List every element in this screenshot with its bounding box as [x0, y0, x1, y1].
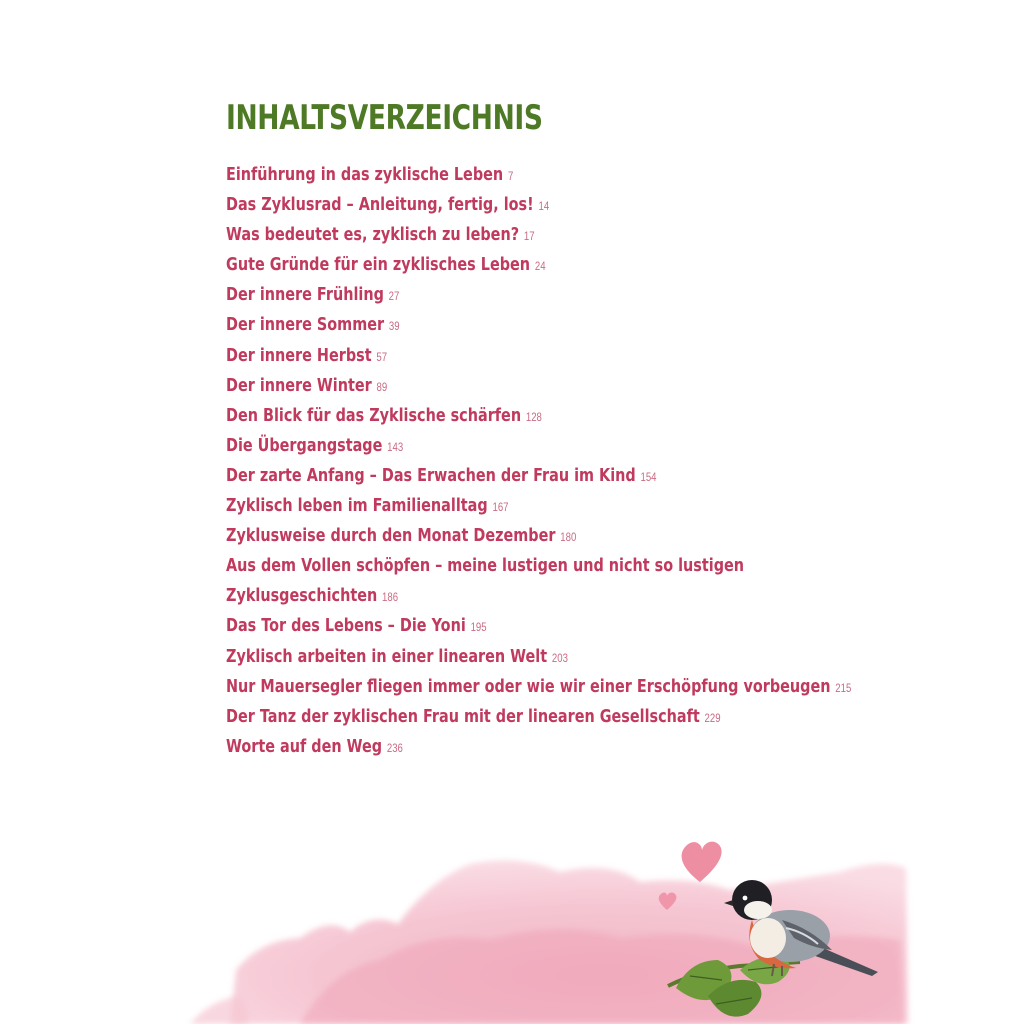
toc-entry	[226, 672, 851, 702]
toc-page-number: 180	[560, 530, 577, 545]
toc-entry-text: Zyklusgeschichten	[226, 585, 378, 607]
toc-entry-text: Der innere Winter	[226, 374, 372, 396]
toc-entry-text: Einführung in das zyklische Leben	[226, 164, 504, 185]
toc-entry	[226, 401, 851, 431]
toc-entry	[226, 461, 851, 491]
toc-page-number: 143	[387, 439, 404, 454]
toc-page-number: 203	[551, 650, 568, 665]
toc-entry	[226, 431, 851, 461]
heart-icon	[682, 842, 722, 882]
toc-entry-text: Zyklisch arbeiten in einer linearen Welt	[226, 645, 548, 667]
toc-entry-text: Der innere Herbst	[226, 344, 372, 366]
toc-entry-text: Der Tanz der zyklischen Frau mit der linearen Gesellschaft	[226, 705, 700, 727]
toc-page-number: 195	[470, 620, 487, 635]
toc-entry	[226, 341, 851, 371]
toc-page-number: 57	[376, 349, 388, 364]
toc-entry	[226, 521, 851, 551]
toc-entry-text: Der zarte Anfang – Das Erwachen der Frau im Kind	[226, 464, 636, 486]
toc-entry-text: Aus dem Vollen schöpfen – meine lustigen und nicht so lustigen	[226, 555, 745, 577]
toc-entry-text: Der innere Frühling	[226, 284, 384, 306]
toc-title: INHALTSVERZEICHNIS	[226, 98, 543, 138]
toc-entry	[226, 611, 851, 641]
toc-page-number: 154	[640, 469, 657, 484]
toc-entry	[226, 581, 851, 611]
toc-page-number: 215	[835, 680, 852, 695]
toc-entry	[226, 250, 851, 280]
toc-page-number: 7	[507, 169, 514, 183]
toc-entry-text: Das Zyklusrad – Anleitung, fertig, los!	[226, 194, 534, 216]
toc-entry-text: Worte auf den Weg	[226, 735, 383, 757]
toc-page-number: 24	[534, 259, 546, 274]
toc-entry-text: Nur Mauersegler fliegen immer oder wie wir einer Erschöpfung vorbeugen	[226, 675, 831, 697]
toc-entry	[226, 310, 851, 340]
toc-entry-text: Den Blick für das Zyklische schärfen	[226, 404, 522, 426]
toc-entry	[226, 702, 851, 732]
toc-entry-text: Was bedeutet es, zyklisch zu leben?	[226, 224, 520, 246]
toc-entry	[226, 732, 851, 762]
toc-entry-text: Der innere Sommer	[226, 314, 385, 336]
toc-page-number: 229	[704, 710, 721, 725]
toc-page-number: 17	[523, 229, 535, 244]
toc-page-number: 14	[538, 199, 550, 214]
toc-page-number: 27	[388, 289, 400, 304]
toc-entry	[226, 160, 851, 190]
toc-page-number: 186	[382, 590, 399, 605]
toc-entry-text: Zyklisch leben im Familienalltag	[226, 495, 488, 517]
toc-list	[226, 160, 1008, 762]
toc-page-number: 236	[386, 740, 403, 755]
toc-entry-text: Das Tor des Lebens – Die Yoni	[226, 615, 466, 637]
toc-entry-text: Zyklusweise durch den Monat Dezember	[226, 525, 556, 547]
toc-entry-text: Gute Gründe für ein zyklisches Leben	[226, 254, 531, 276]
toc-entry	[226, 642, 851, 672]
toc-entry	[226, 190, 851, 220]
toc-entry	[226, 371, 851, 401]
toc-entry	[226, 491, 851, 521]
toc-entry-text: Die Übergangstage	[226, 434, 383, 456]
toc-page-number: 39	[388, 319, 400, 334]
toc-entry	[226, 280, 851, 310]
toc-page-number: 167	[492, 500, 509, 515]
watercolor-illustration	[0, 820, 1024, 1024]
toc-page-number: 128	[525, 409, 542, 424]
toc-entry	[226, 551, 851, 581]
toc-page-number: 89	[376, 379, 388, 394]
toc-entry	[226, 220, 851, 250]
